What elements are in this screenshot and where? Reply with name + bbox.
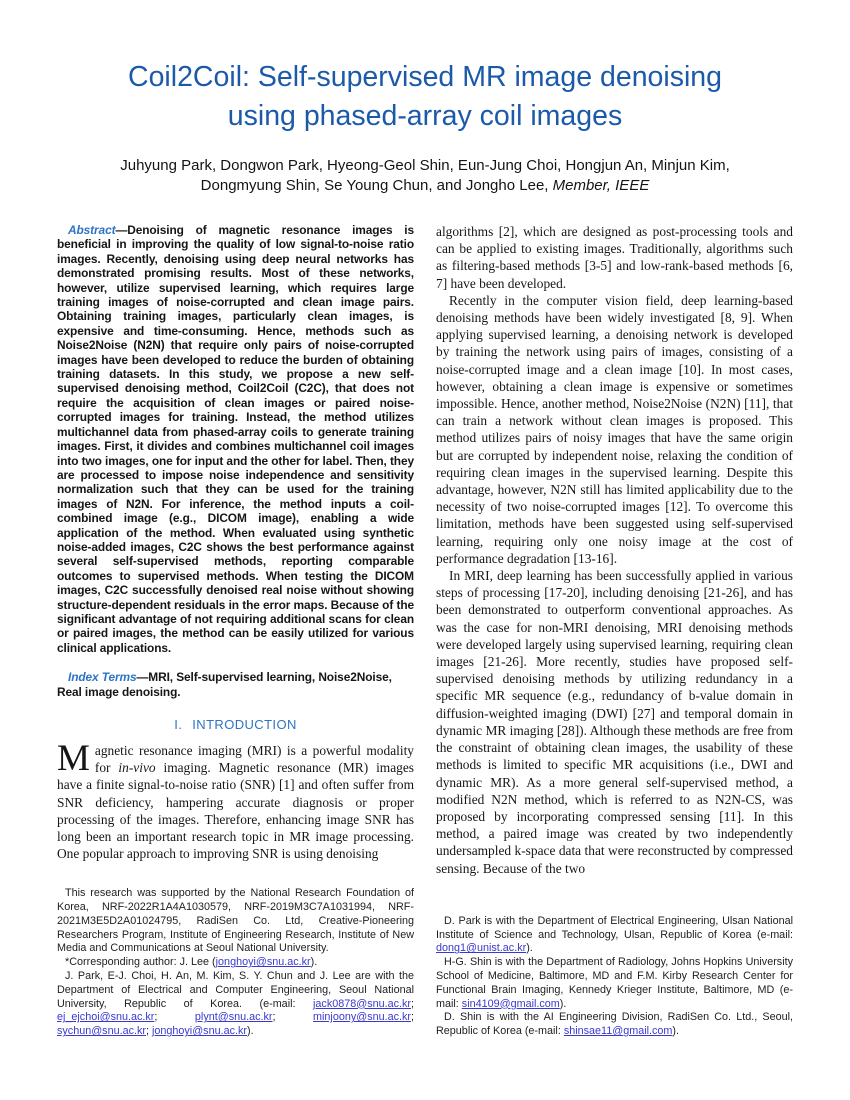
footnote-text: ). [526, 942, 533, 955]
author-line2 [57, 176, 793, 196]
abstract-paragraph [57, 223, 414, 655]
email-link-dong1[interactable]: dong1@unist.ac.kr [436, 942, 527, 955]
index-terms-text: —MRI, Self-supervised learning, Noise2Noise, Real image denoising. [57, 670, 392, 699]
footnote-text: *Corresponding author: J. Lee ( [65, 956, 216, 969]
two-column-layout [57, 223, 793, 1039]
email-link-jonghoyi-2[interactable]: jonghoyi@snu.ac.kr [151, 1025, 247, 1038]
intro-text-italic: in-vivo [118, 760, 156, 776]
footnote-text: H-G. Shin is with the Department of Radiology, Johns Hopkins University School of Medicine, Baltimore, MD and F.M. Kirby Research Center for Functional Brain Imaging, Kennedy Krieger Institute, Baltimore, MD (e-mail: [436, 956, 793, 1010]
footnote-text: ; [272, 1011, 314, 1024]
footnote-text: ; [411, 997, 414, 1010]
left-column [57, 223, 414, 1039]
section-number: I. [174, 717, 183, 732]
body-paragraph-2: Recently in the computer vision field, deep learning-based denoising methods have been widely investigated [8, 9]. When applying supervised learning, a denoising network is developed by training the network using pairs of images, consisting of a noise-corrupted image and a clean image [10]. In most cases, however, obtaining a clean image is expensive or sometimes impossible. Hence, another method, Noise2Noise (N2N) [11], that can train a network without clean images is proposed. This method utilizes pairs of noisy images that have the same origin but are corrupted by independent noise, relaxing the condition of requiring clean images in the supervised learning. Despite this advantage, however, N2N still has limited applicability due to the necessity of two noise-corrupted images [12]. To overcome this limitation, methods have been suggested using self-supervised learning, requiring only one noisy image at the cost of performance degradation [13-16]. [436, 292, 793, 566]
footnote-dshin-affiliation [436, 1011, 793, 1039]
footnote-text: D. Park is with the Department of Electrical Engineering, Ulsan National Institute of Science and Technology, Ulsan, Republic of Korea (e-mail: [436, 914, 793, 941]
index-terms-paragraph [57, 670, 414, 699]
body-paragraph-1: algorithms [2], which are designed as post-processing tools and can be applied to existing images. Traditionally, algorithms such as filtering-based methods [3-5] and low-rank-based methods [6, 7] have been developed. [436, 224, 793, 291]
footnote-text: ). [246, 1025, 254, 1038]
footnote-text: ; [411, 1011, 414, 1024]
footnote-dpark-affiliation [436, 915, 793, 956]
author-list [57, 156, 793, 195]
footnote-text: ; [154, 1011, 195, 1024]
index-terms-label: Index Terms [68, 670, 137, 685]
footnote-hgshin-affiliation [436, 956, 793, 1011]
dropcap-letter: M [57, 738, 90, 779]
intro-text-b: imaging. Magnetic resonance (MR) images have a finite signal-to-noise ratio (SNR) [1] and often suffer from SNR deficiency, hampering accurate diagnosis or proper processing of the images. Therefore, enhancing image SNR has long been an important research topic in MR image processing. One popular approach to improving SNR is using denoising [57, 760, 414, 862]
abstract-text: —Denoising of magnetic resonance images is beneficial in improving the quality of low signal-to-noise ratio images. Recently, denoising using deep neural networks has demonstrated promising results. Most of these networks, however, utilize supervised learning, which requires large training images of noise-corrupted and clean image pairs. Obtaining training images, particularly clean images, is expensive and time-consuming. Hence, methods such as Noise2Noise (N2N) that require only pairs of noise-corrupted images have been developed to reduce the burden of obtaining training datasets. In this study, we propose a new self-supervised denoising method, Coil2Coil (C2C), that does not require the acquisition of clean images or paired noise-corrupted images for training. Instead, the method utilizes multichannel data from phased-array coils to generate training images. First, it divides and combines multichannel coil images into two images, one for input and the other for label. Then, they are processed to impose noise independence and sensitivity normalization such that they can be used for the training images of N2N. For inference, the method inputs a coil-combined image (e.g., DICOM image), enabling a wide application of the method. When evaluated using synthetic noise-added images, C2C shows the best performance against several self-supervised methods, reporting comparable outcomes to supervised methods. When testing the DICOM images, C2C successfully denoised real noise without showing structure-dependent residuals in the error maps. Because of the significant advantage of not requiring additional scans for clean or paired images, the method can be easily utilized for various clinical applications. [57, 223, 414, 655]
section-title: INTRODUCTION [192, 717, 297, 732]
email-link-plynt[interactable]: plynt@snu.ac.kr [194, 1011, 273, 1024]
right-footnotes [436, 915, 793, 1039]
intro-text-a: agnetic resonance imaging (MRI) is a powerful modality for [94, 743, 414, 776]
email-link-ejechoi[interactable]: ej_ejchoi@snu.ac.kr [57, 1011, 155, 1024]
footnote-text: D. Shin is with the AI Engineering Division, RadiSen Co. Ltd., Seoul, Republic of Korea (e-mail: [436, 1011, 793, 1038]
footnote-text: ; [145, 1025, 152, 1038]
footnote-text: ). [672, 1025, 680, 1038]
footnote-text: ). [559, 997, 567, 1010]
right-column [436, 223, 793, 1039]
body-paragraph-3: In MRI, deep learning has been successfully applied in various steps of processing [17-20], including denoising [21-26], and has been demonstrated to outperform conventional approaches. As was the case for non-MRI denoising, MRI denoising methods were developed largely using supervised learning, requiring clean images [21-26]. More recently, studies have proposed self-supervised denoising methods by utilizing redundancy in a specific MR sequence (e.g., redundancy of b-value domain in diffusion-weighted imaging (DWI) [27] and temporal domain in dynamic MR imaging [28]). Although these methods are free from the constraint of obtaining clean images, the usability of these methods is limited to specific MR acquisitions (i.e., DWI and dynamic MR). As a more general self-supervised method, a modified N2N method, which is referred to as N2N-CS, was proposed by incorporating compressed sensing [11]. In this method, a paired image was created by two independently undersampled k-space data that were reconstructed by compressed sensing. Because of the two [436, 568, 793, 876]
author-line2-text: Dongmyung Shin, Se Young Chun, and Jongho Lee, [200, 176, 553, 194]
email-link-minjoony[interactable]: minjoony@snu.ac.kr [313, 1011, 412, 1024]
footnote-text: ). [310, 956, 318, 969]
email-link-sychun[interactable]: sychun@snu.ac.kr [57, 1025, 146, 1038]
left-footnotes [57, 887, 414, 1039]
author-line1: Juhyung Park, Dongwon Park, Hyeong-Geol Shin, Eun-Jung Choi, Hongjun An, Minjun Kim, [120, 157, 730, 174]
paper-title-line1: Coil2Coil: Self-supervised MR image denoising [127, 61, 723, 93]
author-membership: Member, IEEE [552, 176, 650, 194]
email-link-jack0878[interactable]: jack0878@snu.ac.kr [313, 997, 411, 1010]
footnote-snu-affiliation [57, 970, 414, 1039]
section-heading-introduction [57, 717, 414, 732]
email-link-jonghoyi[interactable]: jonghoyi@snu.ac.kr [215, 956, 311, 969]
footnote-text: J. Park, E-J. Choi, H. An, M. Kim, S. Y. Chun and J. Lee are with the Department of Electrical and Computer Engineering, Seoul National University, Republic of Korea. (e-mail: [57, 970, 414, 1010]
email-link-shinsae11[interactable]: shinsae11@gmail.com [563, 1025, 673, 1038]
footnote-corresponding-author [57, 956, 414, 970]
intro-paragraph [57, 738, 414, 862]
paper-title-line2: using phased-array coil images [227, 100, 623, 132]
email-link-sin4109[interactable]: sin4109@gmail.com [461, 997, 560, 1010]
abstract-label: Abstract [68, 223, 116, 237]
footnote-funding: This research was supported by the National Research Foundation of Korea, NRF-2022R1A4A1030579, NRF-2019M3C7A1031994, NRF-2021M3E5D2A01024795, RadiSen Co. Ltd, Creative-Pioneering Researchers Program, Institute of Engineering Research, Institute of New Media and Communications at Seoul National University. [57, 887, 414, 955]
paper-title [57, 58, 793, 136]
